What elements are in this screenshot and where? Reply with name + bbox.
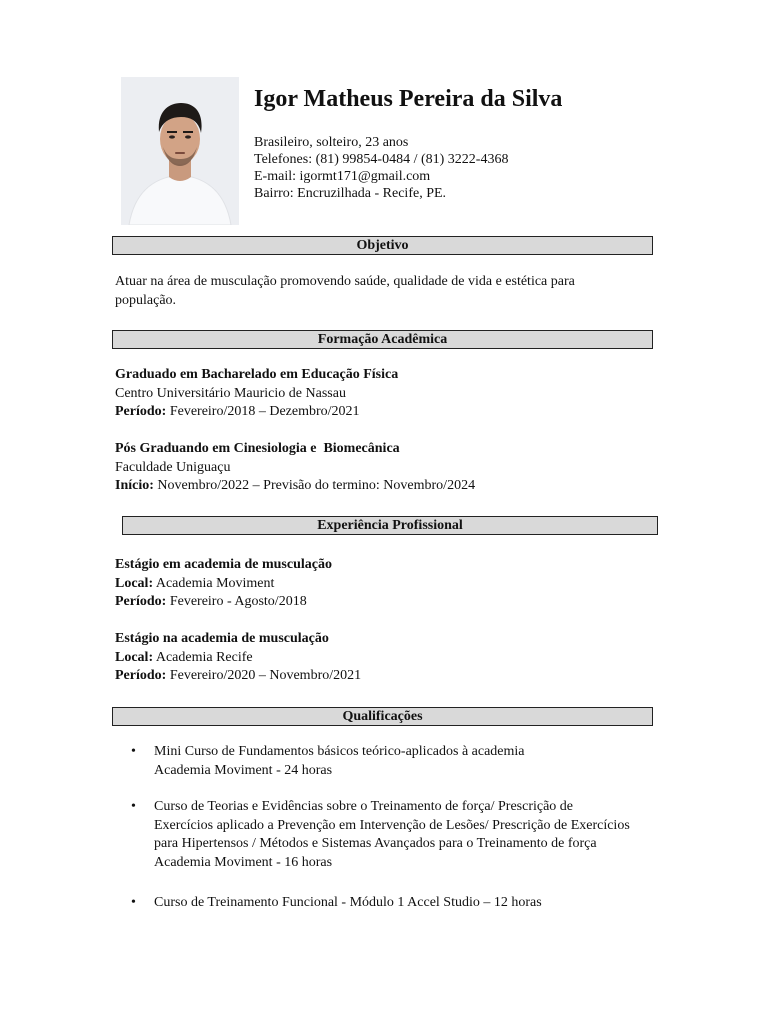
- qualificacao-detail: Academia Moviment - 16 horas: [154, 854, 333, 870]
- formacao-institution: Centro Universitário Mauricio de Nassau: [115, 385, 346, 401]
- qualificacoes-list: [115, 743, 635, 913]
- experiencia-item-1: [115, 556, 655, 612]
- list-item: [115, 798, 635, 872]
- email-info: E-mail: igormt171@gmail.com: [254, 169, 431, 184]
- list-item: [115, 894, 635, 913]
- candidate-name: Igor Matheus Pereira da Silva: [254, 86, 563, 112]
- local-label: Local:: [115, 575, 154, 591]
- experiencia-local: [115, 649, 655, 668]
- qualificacao-detail: Academia Moviment - 24 horas: [154, 762, 333, 778]
- qualificacao-text: Curso de Teorias e Evidências sobre o Treinamento de força/ Prescrição de Exercícios aplicado a Prevenção em Intervenção de Lesões/ Prescrição de Exercícios para Hipertensos / Métodos e Sistemas Avançados para o Treinamento de força: [154, 799, 630, 851]
- formacao-course: Pós Graduando em Cinesiologia e Biomecânica: [115, 441, 400, 456]
- period-label: Período:: [115, 668, 167, 683]
- profile-photo: [121, 77, 239, 225]
- section-header-qualificacoes: Qualificações: [112, 707, 653, 726]
- section-header-objetivo: Objetivo: [112, 236, 653, 255]
- experiencia-role: Estágio na academia de musculação: [115, 631, 329, 646]
- qualificacao-text: Curso de Treinamento Funcional - Módulo 1 Accel Studio – 12 horas: [154, 895, 542, 910]
- period-label: Período:: [115, 594, 167, 609]
- person-photo-icon: [121, 77, 239, 225]
- period-label: Período:: [115, 404, 167, 419]
- experiencia-period: [115, 667, 655, 686]
- experiencia-item-2: [115, 630, 655, 686]
- objetivo-text: Atuar na área de musculação promovendo saúde, qualidade de vida e estética para população.: [115, 274, 575, 308]
- objetivo-block: [115, 273, 635, 310]
- section-header-experiencia: Experiência Profissional: [122, 516, 658, 535]
- local-value: Academia Recife: [153, 649, 253, 665]
- qualificacao-text: Mini Curso de Fundamentos básicos teórico-aplicados à academia: [154, 744, 525, 759]
- local-label: Local:: [115, 649, 154, 665]
- phone-info: Telefones: (81) 99854-0484 / (81) 3222-4368: [254, 152, 509, 167]
- personal-info: Brasileiro, solteiro, 23 anos: [254, 135, 409, 150]
- formacao-item-2: [115, 440, 655, 496]
- formacao-item-1: [115, 366, 655, 422]
- list-item: [115, 743, 635, 780]
- experiencia-period: [115, 593, 655, 612]
- bullet-icon: •: [131, 799, 136, 814]
- bullet-icon: •: [131, 895, 136, 910]
- formacao-period: [115, 477, 655, 496]
- formacao-course: Graduado em Bacharelado em Educação Física: [115, 367, 399, 382]
- period-value: Fevereiro - Agosto/2018: [166, 594, 307, 609]
- period-value: Fevereiro/2020 – Novembro/2021: [166, 668, 362, 683]
- period-value: Novembro/2022 – Previsão do termino: Novembro/2024: [153, 478, 476, 493]
- formacao-period: [115, 403, 655, 422]
- address-info: Bairro: Encruzilhada - Recife, PE.: [254, 186, 447, 201]
- period-label: Início:: [115, 478, 154, 493]
- local-value: Academia Moviment: [153, 575, 275, 591]
- formacao-institution: Faculdade Uniguaçu: [115, 459, 231, 475]
- experiencia-local: [115, 575, 655, 594]
- section-header-formacao: Formação Acadêmica: [112, 330, 653, 349]
- experiencia-role: Estágio em academia de musculação: [115, 557, 332, 572]
- contact-details: [254, 134, 508, 202]
- bullet-icon: •: [131, 744, 136, 759]
- period-value: Fevereiro/2018 – Dezembro/2021: [166, 404, 360, 419]
